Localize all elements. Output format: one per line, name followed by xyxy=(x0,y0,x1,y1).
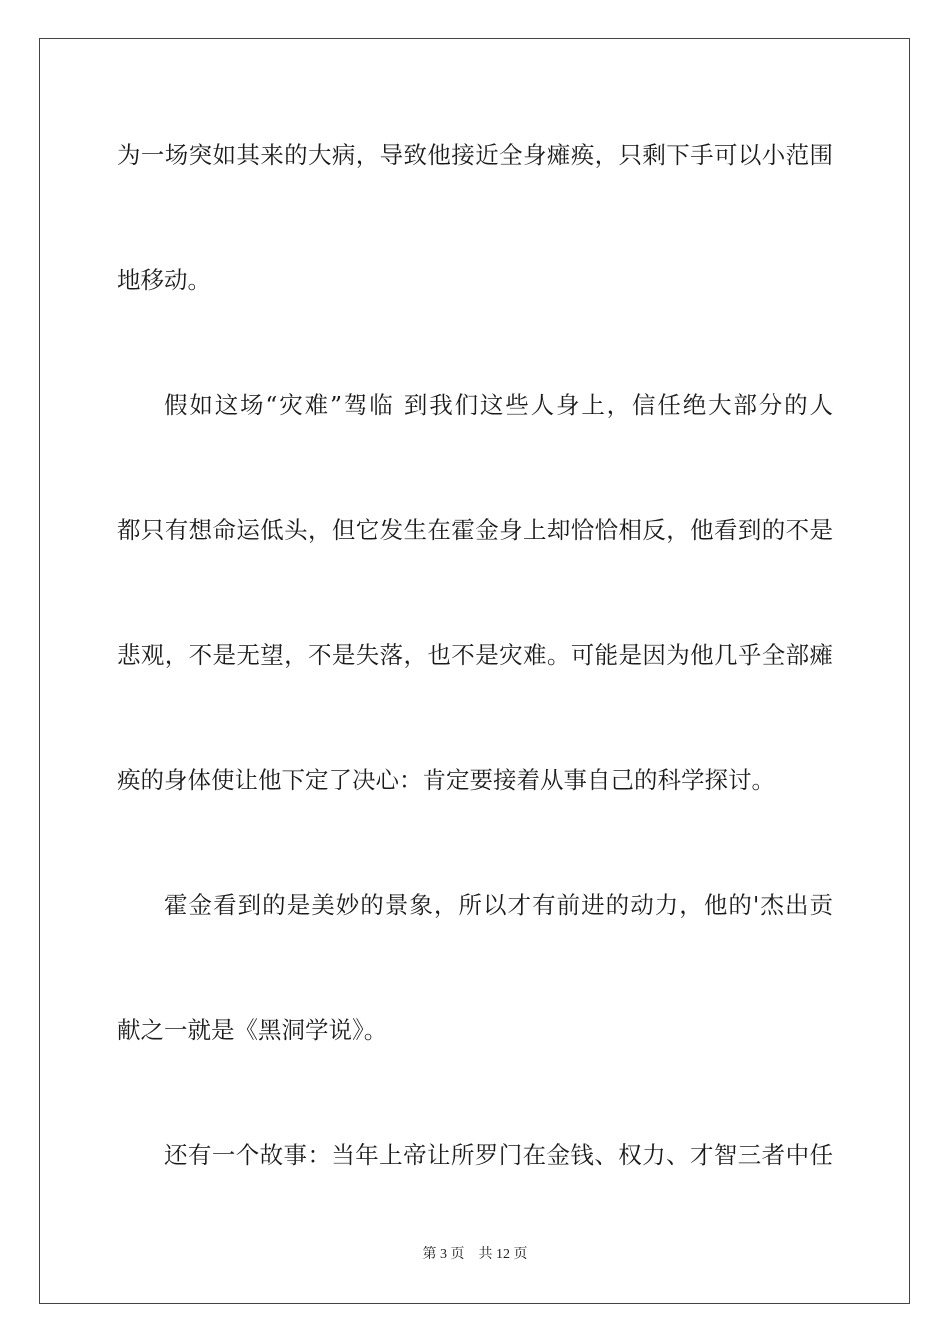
text-line: 献之一就是《黑洞学说》。 xyxy=(117,1016,388,1044)
text-line: 为一场突如其来的大病，导致他接近全身瘫痪，只剩下手可以小范围 xyxy=(117,141,833,169)
text-line: 地移动。 xyxy=(117,266,211,294)
page-footer xyxy=(0,1243,950,1263)
page-total: 共 12 页 xyxy=(478,1247,528,1262)
text-line: 痪的身体使让他下定了决心：肯定要接着从事自己的科学探讨。 xyxy=(117,766,775,794)
text-line: 假如这场“灾难”驾临 到我们这些人身上，信任绝大部分的人 xyxy=(164,391,833,419)
text-line: 都只有想命运低头，但它发生在霍金身上却恰恰相反，他看到的不是 xyxy=(117,516,833,544)
page-number: 第 3 页 xyxy=(422,1247,465,1262)
text-line: 悲观，不是无望，不是失落，也不是灾难。可能是因为他几乎全部瘫 xyxy=(117,641,833,669)
text-line: 霍金看到的是美妙的景象，所以才有前进的动力，他的'杰出贡 xyxy=(164,891,833,919)
text-line: 还有一个故事：当年上帝让所罗门在金钱、权力、才智三者中任 xyxy=(164,1141,833,1169)
